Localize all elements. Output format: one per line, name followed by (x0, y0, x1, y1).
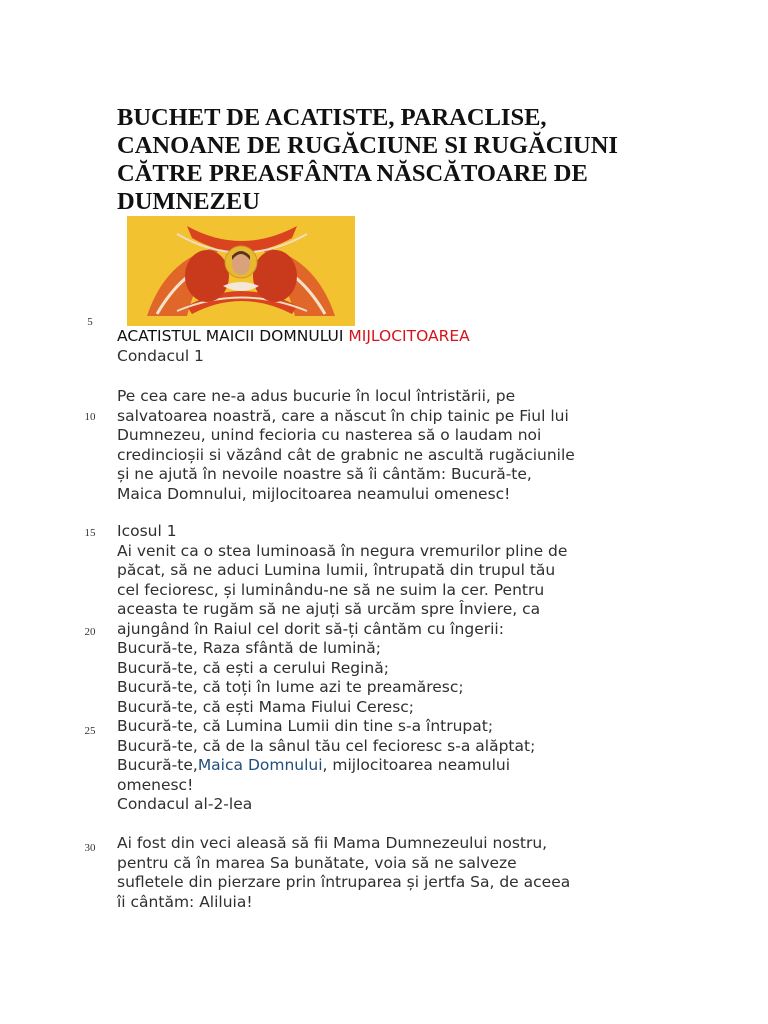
text-line: Dumnezeu, unind fecioria cu nasterea să o laudam noi (117, 426, 542, 444)
text-line: salvatoarea noastră, care a născut în chip tainic pe Fiul lui (117, 406, 569, 425)
text-line: Bucură-te, că toți în lume azi te preamăresc; (117, 678, 464, 696)
title-line: BUCHET DE ACATISTE, PARACLISE, (117, 104, 547, 131)
icos1-label: Icosul 1 (117, 522, 177, 540)
text-line: Ai fost din veci aleasă să fii Mama Dumnezeului nostru, (117, 834, 548, 852)
text-line: Ai venit ca o stea luminoasă în negura vremurilor pline de (117, 541, 568, 560)
text-line: Bucură-te, că Lumina Lumii din tine s-a întrupat; (117, 717, 494, 735)
line-number: 30 (84, 842, 96, 854)
condac2-label: Condacul al-2-lea (117, 795, 253, 813)
seraphim-icon (127, 216, 355, 326)
seraphim-icon-image (127, 216, 355, 326)
text-line: păcat, să ne aduci Lumina lumii, întrupată din trupul tău (117, 561, 556, 579)
text-line: ajungând în Raiul cel dorit să-ți cântăm cu îngerii: (117, 619, 504, 638)
text-line-with-link (117, 756, 510, 775)
line-number: 20 (84, 626, 96, 638)
text-line: și ne ajută în nevoile noastre să îi cântăm: Bucură-te, (117, 465, 532, 483)
text-line: Bucură-te, că ești a cerului Regină; (117, 658, 389, 677)
maica-domnului-link[interactable]: Maica Domnului (197, 756, 323, 774)
condac1-label: Condacul 1 (117, 347, 204, 365)
text-line: Maica Domnului, mijlocitoarea neamului omenesc! (117, 484, 511, 503)
line-number: 10 (84, 411, 96, 423)
text-line: aceasta te rugăm să ne ajuți să urcăm spre Înviere, ca (117, 600, 541, 618)
text-line: Bucură-te, Raza sfântă de lumină; (117, 639, 381, 657)
title-line: CANOANE DE RUGĂCIUNE SI RUGĂCIUNI (117, 132, 618, 159)
text-line: Bucură-te, că de la sânul tău cel fecioresc s-a alăptat; (117, 736, 536, 755)
text-line: omenesc! (117, 775, 194, 794)
line-number: 5 (87, 316, 93, 328)
section-heading (117, 327, 470, 346)
text-line: cel fecioresc, și luminându-ne să ne suim la cer. Pentru (117, 580, 545, 599)
text-line: îi cântăm: Aliluia! (117, 892, 253, 911)
text-line: Bucură-te, că ești Mama Fiului Ceresc; (117, 697, 415, 716)
text-line: sufletele din pierzare prin întruparea și jertfa Sa, de aceea (117, 873, 571, 891)
text-suffix: , mijlocitoarea neamului (322, 756, 510, 774)
heading-highlight: MIJLOCITOAREA (348, 327, 470, 345)
line-number: 15 (84, 527, 96, 539)
title-line: CĂTRE PREASFÂNTA NĂSCĂTOARE DE (117, 160, 588, 187)
text-line: credincioșii si văzând cât de grabnic ne ascultă rugăciunile (117, 445, 575, 464)
text-line: pentru că în marea Sa bunătate, voia să ne salveze (117, 853, 517, 872)
heading-text: ACATISTUL MAICII DOMNULUI (117, 327, 349, 345)
title-line: DUMNEZEU (117, 188, 260, 215)
line-number: 25 (84, 725, 96, 737)
document-title (117, 104, 677, 216)
text-prefix: Bucură-te, (117, 756, 198, 774)
text-line: Pe cea care ne-a adus bucurie în locul întristării, pe (117, 387, 516, 405)
